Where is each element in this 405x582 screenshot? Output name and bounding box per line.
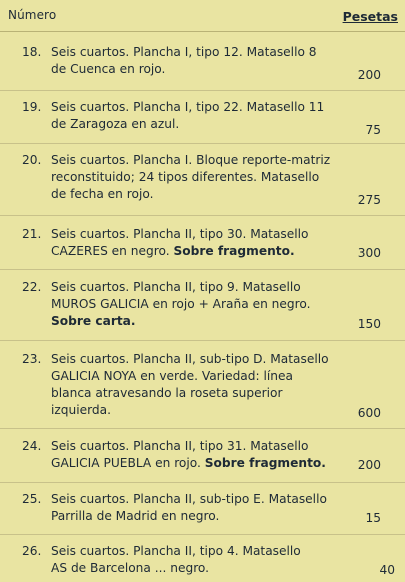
entry-number: 19. [22, 100, 42, 114]
entry-price: 75 [365, 123, 381, 137]
description-line: de Cuenca en rojo. [51, 62, 166, 76]
entry-number: 18. [22, 45, 42, 59]
description-line: Seis cuartos. Plancha II, sub-tipo E. Matasello [51, 492, 327, 506]
description-line: Seis cuartos. Plancha I. Bloque reporte-matriz [51, 153, 331, 167]
header-numero: Número [8, 8, 57, 22]
entry-price: 200 [357, 458, 381, 472]
on-fragment-note: Sobre fragmento. [173, 244, 295, 258]
description-line: Seis cuartos. Plancha II, tipo 4. Matasello [51, 544, 301, 558]
cancellation-text: GALICIA PUEBLA en rojo. [51, 456, 201, 470]
entry-price: 275 [357, 193, 381, 207]
on-letter-note: Sobre carta. [51, 314, 136, 328]
description-line: de fecha en rojo. [51, 187, 154, 201]
entry-price: 600 [357, 406, 381, 420]
description-line: Seis cuartos. Plancha II, tipo 9. Matasello [51, 280, 301, 294]
entry-number: 25. [22, 492, 42, 506]
description-line: Seis cuartos. Plancha II, tipo 30. Matasello [51, 227, 309, 241]
entry-description [51, 543, 343, 577]
entry-divider [0, 215, 405, 216]
description-line [51, 243, 343, 260]
entry-divider [0, 534, 405, 535]
entry-description [51, 44, 343, 78]
description-line [51, 455, 343, 472]
entry-number: 23. [22, 352, 42, 366]
header-pesetas: Pesetas [342, 9, 398, 24]
entry-divider [0, 90, 405, 91]
description-line: reconstituido; 24 tipos diferentes. Matasello [51, 170, 320, 184]
entry-description [51, 491, 343, 525]
entry-divider [0, 269, 405, 270]
description-line: Seis cuartos. Plancha I, tipo 12. Matasello 8 [51, 45, 317, 59]
description-line: Seis cuartos. Plancha II, tipo 31. Matasello [51, 439, 309, 453]
description-line: Parrilla de Madrid en negro. [51, 509, 220, 523]
description-line: GALICIA NOYA en verde. Variedad: línea [51, 369, 293, 383]
on-fragment-note: Sobre fragmento. [204, 456, 326, 470]
description-line: blanca atravesando la roseta superior [51, 386, 283, 400]
entry-divider [0, 482, 405, 483]
entry-price: 200 [357, 68, 381, 82]
entry-number: 26. [22, 544, 42, 558]
entry-description [51, 351, 343, 419]
entry-price: 150 [357, 317, 381, 331]
entry-price: 40 [379, 563, 395, 577]
description-line: MUROS GALICIA en rojo + Araña en negro. [51, 297, 311, 311]
entry-number: 21. [22, 227, 42, 241]
entry-description [51, 279, 343, 330]
entry-number: 22. [22, 280, 42, 294]
entry-divider [0, 143, 405, 144]
entry-divider [0, 428, 405, 429]
entry-number: 24. [22, 439, 42, 453]
entry-price: 15 [365, 511, 381, 525]
entry-description [51, 152, 343, 203]
description-line: Seis cuartos. Plancha I, tipo 22. Matasello 11 [51, 100, 325, 114]
entry-divider [0, 340, 405, 341]
entry-price: 300 [357, 246, 381, 260]
description-line: de Zaragoza en azul. [51, 117, 180, 131]
cancellation-text: CAZERES en negro. [51, 244, 170, 258]
entry-description [51, 438, 343, 472]
description-line: izquierda. [51, 403, 112, 417]
entry-description [51, 99, 343, 133]
description-line: AS de Barcelona ... negro. [51, 561, 210, 575]
entry-number: 20. [22, 153, 42, 167]
description-line: Seis cuartos. Plancha II, sub-tipo D. Matasello [51, 352, 329, 366]
header-divider [0, 31, 405, 32]
entry-description [51, 226, 343, 260]
